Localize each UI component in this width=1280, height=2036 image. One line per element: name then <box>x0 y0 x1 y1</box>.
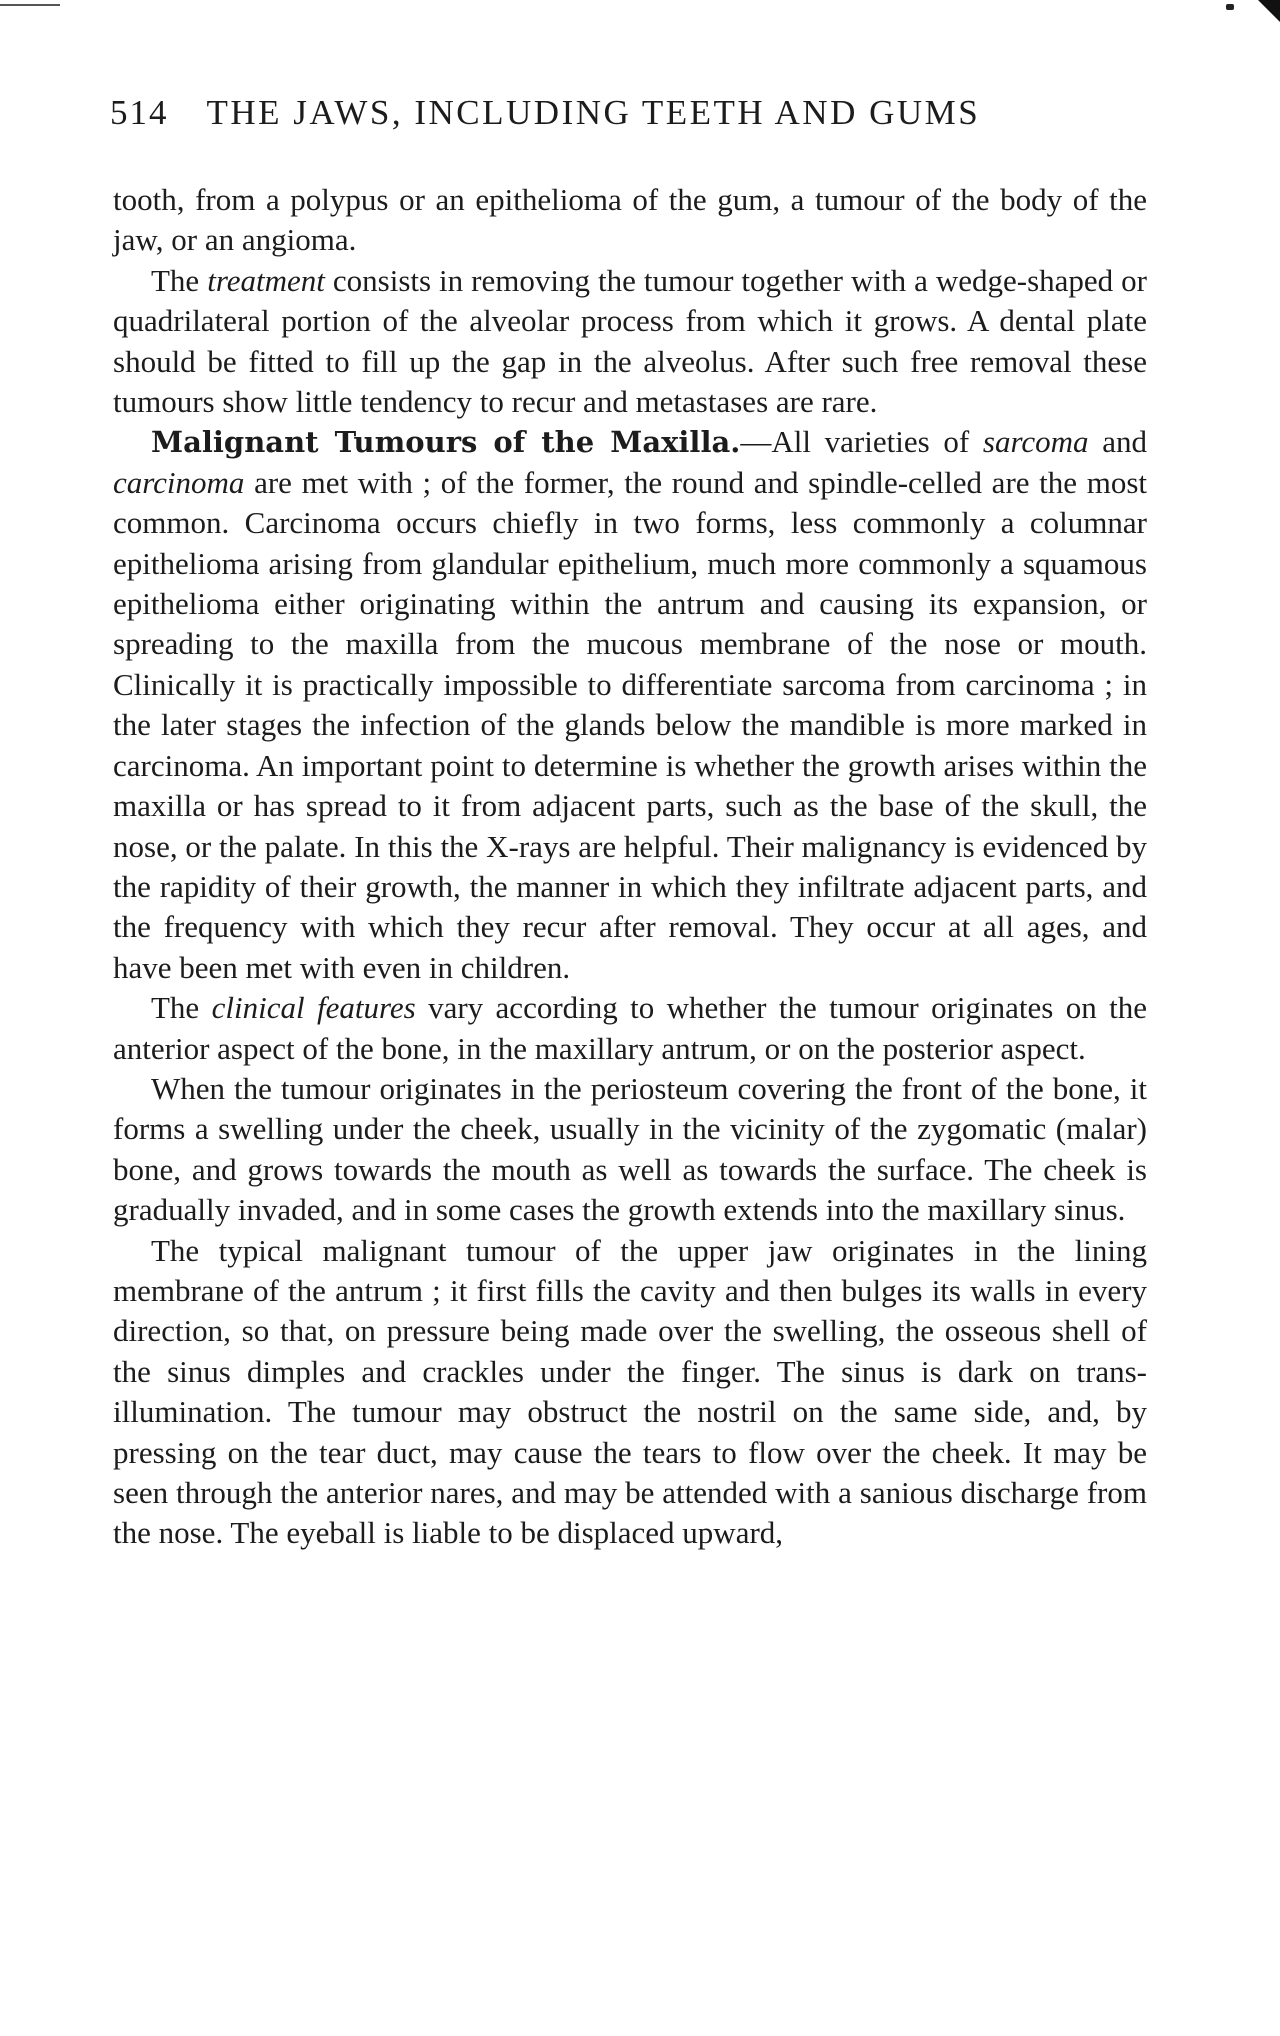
paragraph-malignant-tumours: Malignant Tumours of the Maxilla.—All varieties of sarcoma and carcinoma are met with ; of the former, the round and spindle-celled are the most common. Carcinoma occurs chiefly in two forms, less commonly a columnar epithelioma arising from glandular epithelium, much more commonly a squamous epithelioma either originating within the antrum and causing its expansion, or spreading to the maxilla from the mucous membrane of the nose or mouth. Clinically it is practically impossible to differentiate sarcoma from carcinoma ; in the later stages the infection of the glands below the mandible is more marked in carcinoma. An important point to determine is whether the growth arises within the maxilla or has spread to it from adjacent parts, such as the base of the skull, the nose, or the palate. In this the X-rays are helpful. Their malignancy is evidenced by the rapidity of their growth, the manner in which they infiltrate adjacent parts, and the frequency with which they recur after removal. They occur at all ages, and have been met with even in children. <box>113 424 1147 985</box>
emphasis-sarcoma: sarcoma <box>982 424 1089 460</box>
emphasis-treatment: treatment <box>207 262 325 298</box>
page-number: 514 <box>110 93 169 132</box>
paragraph-continuation: tooth, from a polypus or an epithelioma of the gum, a tumour of the body of the jaw, or an angioma. <box>113 182 1147 258</box>
section-heading: Malignant Tumours of the Maxilla. <box>151 425 741 460</box>
paragraph-periosteum: When the tumour originates in the periosteum covering the front of the bone, it forms a swelling under the cheek, usually in the vicinity of the zygomatic (malar) bone, and grows towards the mouth as well as towards the surface. The cheek is gradually invaded, and in some cases the growth extends into the maxillary sinus. <box>113 1070 1147 1228</box>
body-text <box>113 180 1147 1554</box>
scan-edge-mark <box>0 4 60 6</box>
page-corner-mark <box>1258 0 1280 22</box>
paragraph-treatment: The treatment consists in removing the tumour together with a wedge-shaped or quadrilateral portion of the alveolar process from which it grows. A dental plate should be fitted to fill up the gap in the alveolus. After such free removal these tumours show little tendency to recur and metastases are rare. <box>113 262 1147 420</box>
paragraph-clinical-features: The clinical features vary according to whether the tumour originates on the anterior aspect of the bone, in the maxillary antrum, or on the posterior aspect. <box>113 990 1147 1066</box>
paragraph-antrum: The typical malignant tumour of the upper jaw originates in the lining membrane of the antrum ; it first fills the cavity and then bulges its walls in every direction, so that, on pressure being made over the swelling, the osseous shell of the sinus dimples and crackles under the finger. The sinus is dark on trans-illumination. The tumour may obstruct the nostril on the same side, and, by pressing on the tear duct, may cause the tears to flow over the cheek. It may be seen through the anterior nares, and may be attended with a sanious discharge from the nose. The eyeball is liable to be displaced upward, <box>113 1232 1147 1551</box>
emphasis-clinical-features: clinical features <box>211 990 416 1026</box>
running-head <box>110 88 1150 138</box>
scan-dot-mark <box>1226 4 1234 10</box>
running-title: THE JAWS, INCLUDING TEETH AND GUMS <box>206 93 981 132</box>
emphasis-carcinoma: carcinoma <box>113 464 245 500</box>
